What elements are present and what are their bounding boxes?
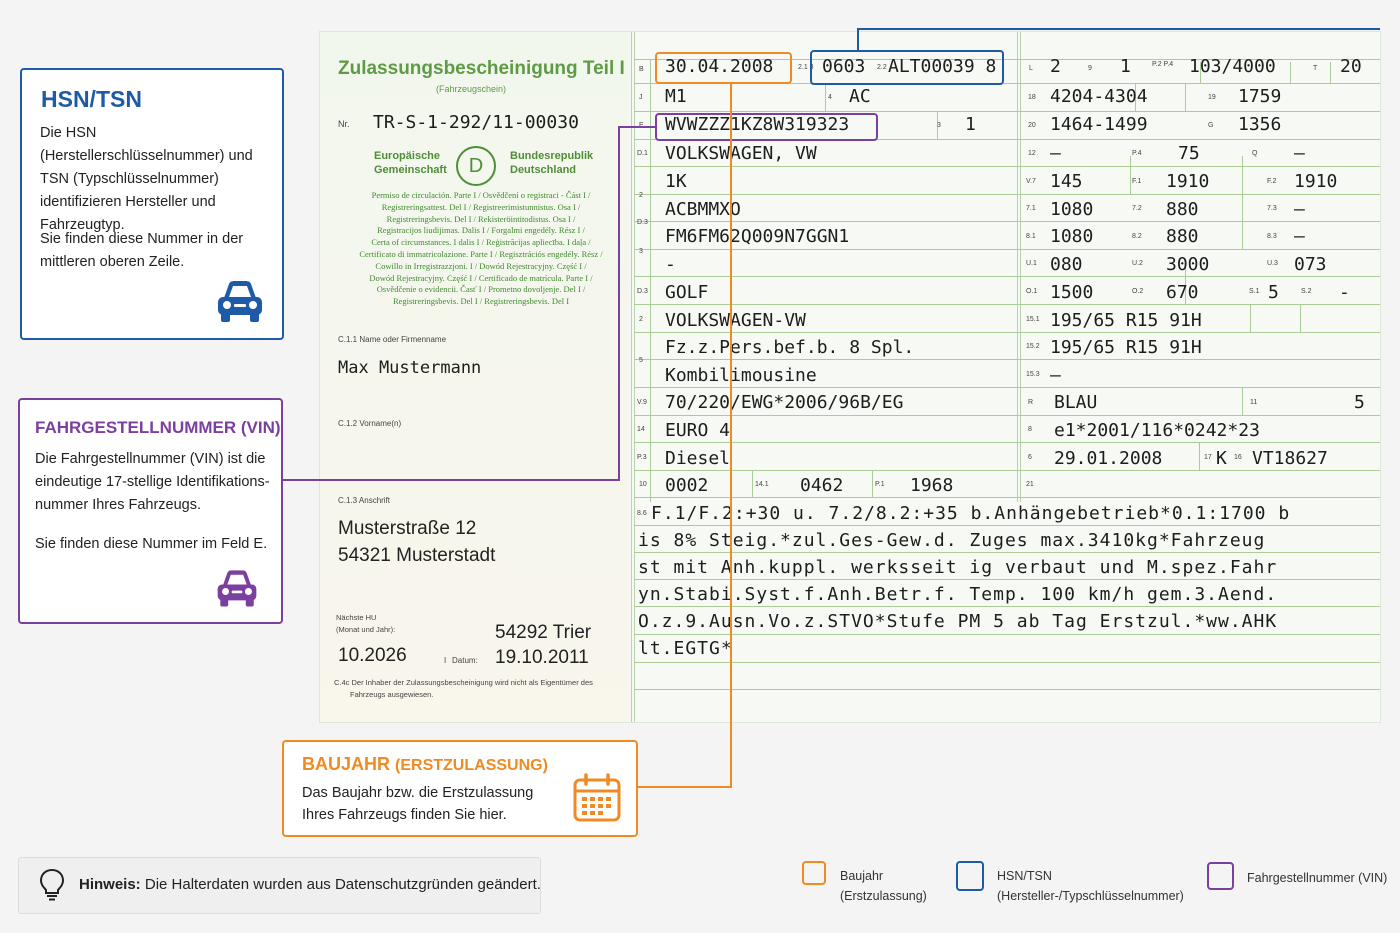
field-value-v151: 195/65 R15 91H [1050,310,1202,331]
multilingual-line: Registreringsbevis. Del I / Registreringsbevis. Del I [392,296,570,307]
multilingual-line: Permiso de circulación. Parte I / Osvědčení o registraci - Část I / [371,190,591,200]
field-label-fo1: O.1 [1026,288,1038,295]
hu-label-2: (Monat und Jahr): [336,625,396,634]
field-value-v9: 1 [1120,56,1131,77]
field-label-f6: 6 [1028,454,1032,461]
legend-baujahr-line1: Baujahr [840,869,884,883]
field-label-fd1: D.1 [637,150,648,157]
hsn-tsn-title: HSN/TSN [41,86,142,112]
legend-swatch-baujahr [802,861,826,885]
baujahr-text: Das Baujahr bzw. die Erstzulassung Ihres Fahrzeugs finden Sie hier. [302,785,534,823]
field-value-vr: BLAU [1054,392,1098,413]
field-value-v18: 4204-4304 [1050,86,1148,107]
field-value-r14: EURO 4 [665,420,731,441]
field-label-f81: 8.1 [1026,233,1036,240]
field-label-f151: 15.1 [1026,316,1040,323]
field-label-fg: G [1208,122,1214,129]
field-label-fu3: U.3 [1267,260,1278,267]
hsn-connector [858,29,1380,50]
field-label-f20: 20 [1028,122,1036,129]
field-value-b: 30.04.2008 [665,56,774,77]
field-label-ff2: F.2 [1267,178,1277,185]
field-label-f141: 14.1 [755,481,769,488]
hsn-tsn-info-box [20,68,284,340]
field-value-v12: – [1050,143,1061,164]
eu-right-line1: Bundesrepublik [510,150,594,162]
c11-label: C.1.1 Name oder Firmenname [338,335,447,344]
remarks-line: O.z.9.Ausn.Vo.z.STVO*Stufe PM 5 ab Tag Erstzul.*ww.AHK [638,611,1278,632]
nr-label: Nr. [338,119,350,129]
hint-label: Hinweis: [79,876,141,893]
field-value-j: M1 [665,86,687,107]
next-inspection: 10.2026 [338,645,407,666]
lightbulb-icon [38,868,66,902]
footnote-line2: Fahrzeugs ausgewiesen. [350,690,434,699]
vin-connector [283,127,655,480]
field-label-f16: 16 [1234,454,1242,461]
field-label-fdd: 3 [639,248,643,255]
field-value-v141: 0462 [800,475,844,496]
field-value-v72: 880 [1166,199,1199,220]
field-value-v17: K [1216,448,1227,469]
c13-label: C.1.3 Anschrift [338,496,391,505]
field-value-v10: 0002 [665,475,709,496]
field-label-f82: 8.2 [1132,233,1142,240]
field-label-f8: 8 [1028,426,1032,433]
field-value-d2a: 1K [665,171,687,192]
document-subtitle: (Fahrzeugschein) [436,84,507,94]
baujahr-title-main: BAUJAHR [302,754,391,774]
field-label-fp2p4: P.2 P.4 [1152,61,1174,68]
field-label-fe: E [639,122,644,129]
remarks-line: F.1/F.2:+30 u. 7.2/8.2:+35 b.Anhängebetrieb*0.1:1700 b [651,503,1291,524]
remarks-line: yn.Stabi.Syst.f.Anh.Betr.f. Temp. 100 km/h gem.3.Aend. [638,584,1278,605]
document-title: Zulassungsbescheinigung Teil I [338,58,625,79]
field-label-fr: R [1028,399,1034,406]
field-value-r5a: Fz.z.Pers.bef.b. 8 Spl. [665,337,915,358]
field-value-v11: 5 [1354,392,1365,413]
field-label-f9: 9 [1088,65,1092,72]
multilingual-line: Certa of circumstances. I dalis I / Reģistrācijas apliecība. I daļa / [371,237,591,248]
field-label-f10l: 10 [639,481,647,488]
eu-right-line2: Deutschland [510,164,577,176]
vin-title: FAHRGESTELLNUMMER (VIN) [35,418,281,437]
field-label-f22: 2.2 [877,64,887,71]
field-value-r5b: Kombilimousine [665,365,817,386]
car-icon [213,566,261,610]
hint-box [18,857,541,914]
field-label-f18: 18 [1028,94,1036,101]
field-label-f21: 21 [1026,481,1034,488]
field-label-fd2: 2 [639,192,643,199]
field-value-d4: - [665,254,676,275]
hint-text: Die Halterdaten wurden aus Datenschutzgründen geändert. [144,876,541,893]
field-value-l1: 2 [1050,56,1061,77]
field-label-f2b: 2 [639,316,643,323]
field-label-fv7: V.7 [1026,178,1036,185]
field-label-f11: 11 [1250,399,1258,406]
field-value-v153: – [1050,365,1061,386]
eu-left-line2: Gemeinschaft [374,164,447,176]
vin-info-box [18,398,283,624]
field-label-fd3: D.3 [637,219,648,226]
legend-baujahr-line2: (Erstzulassung) [840,889,927,903]
hu-label-1: Nächste HU [336,613,377,622]
field-label-fnote: 8.6 [637,510,647,517]
field-value-vu2: 3000 [1166,254,1210,275]
legend-swatch-vin [1207,862,1234,890]
legend-hsn-line1: HSN/TSN [997,869,1052,883]
holder-street: Musterstraße 12 [338,518,477,539]
document-number: TR-S-1-292/11-00030 [373,112,579,133]
field-label-fo2: O.2 [1132,288,1144,295]
field-value-v73: – [1294,199,1305,220]
field-value-v3: 1 [965,114,976,135]
remarks-line: is 8% Steig.*zul.Ges-Gew.d. Zuges max.3410kg*Fahrzeug [638,530,1266,551]
field-value-vu1: 080 [1050,254,1083,275]
field-label-f5: 5 [639,357,643,364]
hsn-tsn-text: Die HSN (Herstellerschlüsselnummer) und TSN (Typschlüsselnummer) identifizieren Hersteller und Fahrzeugtyp. [40,125,253,233]
field-value-v20: 1464-1499 [1050,114,1148,135]
field-label-fd3b: D.3 [637,288,648,295]
field-value-vg: 1356 [1238,114,1282,135]
multilingual-line: Certificato di immatricolazione. Parte I / Regisztrációs engedély. Rész / [359,248,603,259]
field-label-fl1: L [1029,65,1033,72]
multilingual-line: Registracijos liudijimas. Dalis I / Forgalmi engedély. Rész I / [377,225,585,236]
field-value-v82: 880 [1166,226,1199,247]
field-label-ft: T [1313,65,1318,72]
field-label-f83: 8.3 [1267,233,1277,240]
c12-label: C.1.2 Vorname(n) [338,419,402,428]
calendar-icon [571,772,623,824]
field-label-f12: 12 [1028,150,1036,157]
field-label-f17: 17 [1204,454,1212,461]
field-value-v81: 1080 [1050,226,1094,247]
field-label-fj: J [639,94,643,101]
field-value-d1: VOLKSWAGEN, VW [665,143,817,164]
field-label-f153: 15.3 [1026,371,1040,378]
field-value-vq: – [1294,143,1305,164]
multilingual-line: Registreringsbevis. Del I / Rekisteröintitodistus. Osa I / [386,213,576,224]
i-label: I [444,656,447,665]
field-value-v6: 29.01.2008 [1054,448,1163,469]
field-label-fu2: U.2 [1132,260,1143,267]
field-value-vk: e1*2001/116*0242*23 [1054,420,1260,441]
holder-name: Max Mustermann [338,358,482,378]
multilingual-line: Osvědčenie o evidencii. Časť I / Prometno dovoljenje. Del I / [376,284,586,295]
field-value-v4: AC [849,86,871,107]
field-value-p3: Diesel [665,448,731,469]
country-d-emblem: D [456,146,496,186]
field-value-hsn: 0603 [822,56,866,77]
field-value-vin: WVWZZZ1KZ8W319323 [665,114,850,135]
baujahr-title [302,754,548,775]
baujahr-title-paren: (ERSTZULASSUNG) [395,757,548,774]
field-value-vp2p4: 103/4000 [1189,56,1276,77]
field-value-vt: 20 [1340,56,1362,77]
legend-label-vin: Fahrgestellnummer (VIN) [1247,871,1388,885]
multilingual-line: Dowód Rejestracyjny. Część I / Certificado de matrícula. Parte I / [369,272,593,283]
field-label-f19: 19 [1208,94,1216,101]
issuing-place: 54292 Trier [495,622,592,643]
field-value-vv7: 145 [1050,171,1083,192]
field-value-d3: FM6FM62Q009N7GGN1 [665,226,850,247]
legend-hsn-line2: (Hersteller-/Typschlüsselnummer) [997,889,1184,903]
field-label-fp1: P.1 [875,481,885,488]
field-value-v9l: 70/220/EWG*2006/96B/EG [665,392,904,413]
baujahr-info-box [282,740,638,837]
legend-label-baujahr [840,866,927,906]
field-value-v83: – [1294,226,1305,247]
field-value-vf1: 1910 [1166,171,1210,192]
field-label-fq: Q [1252,150,1258,157]
field-value-vo1: 1500 [1050,282,1094,303]
field-value-v152: 195/65 R15 91H [1050,337,1202,358]
vin-hint: Sie finden diese Nummer im Feld E. [35,536,268,552]
multilingual-line: Cowillo in Irregistrazzjoni. I / Dowód Rejestracyjny. Część I / [375,260,587,271]
field-value-v16: VT18627 [1252,448,1328,469]
multilingual-line: Registreringsattest. Del I / Registreerimistunnistus. Osa I / [381,201,581,212]
field-value-vo2: 670 [1166,282,1199,303]
field-label-f152: 15.2 [1026,343,1040,350]
baujahr-connector [637,84,731,787]
field-value-d2b: ACBMMXO [665,199,741,220]
field-label-f3: 3 [937,122,941,129]
issue-date: 19.10.2011 [495,647,589,668]
field-label-f72: 7.2 [1132,205,1142,212]
field-value-vs2: - [1339,282,1350,303]
hint-text-line [79,876,541,893]
field-label-fv9: V.9 [637,399,647,406]
hsn-tsn-hint: Sie finden diese Nummer in der mittleren oberen Zeile. [40,231,244,270]
field-value-v19: 1759 [1238,86,1282,107]
field-label-ff1: F.1 [1132,178,1142,185]
field-label-f213: 2.1 3 [798,64,814,71]
field-value-vu3: 073 [1294,254,1327,275]
field-value-vf2: 1910 [1294,171,1338,192]
field-value-vs1: 5 [1268,282,1279,303]
field-label-f14: 14 [637,426,645,433]
field-label-f73: 7.3 [1267,205,1277,212]
field-label-fu1: U.1 [1026,260,1037,267]
vin-text: Die Fahrgestellnummer (VIN) ist die eindeutige 17-stellige Identifikations-nummer Ihres Fahrzeugs. [35,451,270,513]
holder-city: 54321 Musterstadt [338,545,496,566]
field-value-v71: 1080 [1050,199,1094,220]
field-value-d5: GOLF [665,282,709,303]
remarks-line: st mit Anh.kuppl. werksseit ig verbaut und M.spez.Fahr [638,557,1278,578]
field-label-f4: 4 [828,94,832,101]
legend-swatch-hsn [956,861,984,891]
car-icon [214,276,266,326]
remarks-line: lt.EGTG* [638,638,733,659]
field-label-fb: B [639,66,644,73]
legend-label-hsn [997,866,1184,906]
field-label-fp3: P.3 [637,454,647,461]
field-value-vp4: 75 [1178,143,1200,164]
field-label-fs1: S.1 [1249,288,1260,295]
field-value-vp1: 1968 [910,475,954,496]
field-label-fp4: P.4 [1132,150,1142,157]
field-label-fs2: S.2 [1301,288,1312,295]
footnote-line1: C.4c Der Inhaber der Zulassungsbescheinigung wird nicht als Eigentümer des [334,678,593,687]
datum-label: Datum: [452,656,478,665]
field-value-r2: VOLKSWAGEN-VW [665,310,806,331]
eu-left-line1: Europäische [374,150,441,162]
field-value-tsn: ALT00039 8 [888,56,997,77]
field-label-f71: 7.1 [1026,205,1036,212]
